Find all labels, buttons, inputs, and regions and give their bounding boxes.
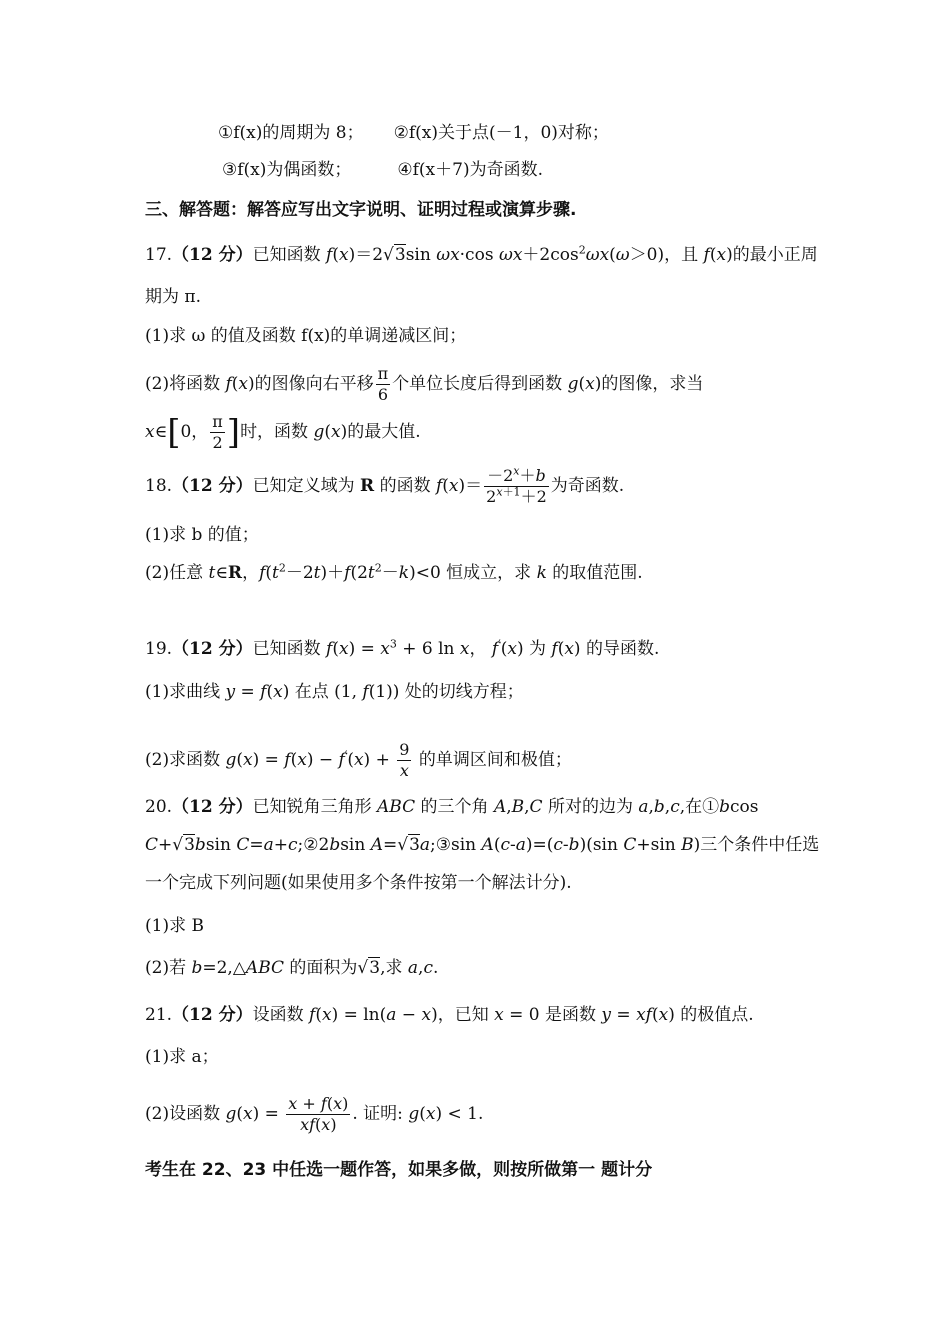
q19-part-2: (2)求函数 g(x) = f(x) − f′(x) + $\frac{9}{x}$ 的单调区间和极值； [145,740,572,780]
q20-part-1 [145,914,810,938]
option-row-2 [222,158,810,182]
footer-note: 考生在 22、23 中任选一题作答，如果多做，则按所做第一 题计分 [145,1160,653,1180]
q19-part-1: (1)求曲线 y = f(x) 在点 (1, f(1)) 处的切线方程； [145,682,524,702]
q21-line-1: 21.（12 分）设函数 f(x) = ln(a − x)，已知 x = 0 是函数 y = xf(x) 的极值点. [145,1005,754,1025]
fraction-9-x: $\frac{9}{x}$ [399,740,410,780]
fraction-pi-2: $\frac{\pi}{2}$ [212,412,223,452]
q18-points: （12 分） [172,476,253,496]
q19-line-1: 19.（12 分）已知函数 $f(x) = x^3 + 6$ ln x， f′(x) 为 f(x) 的导函数. [145,637,660,659]
q18-line-1: 18.（12 分）已知定义域为 R 的函数 f(x)＝ $\frac{-2^x+b}{2^{x+1}+2}$ 为奇函数. [145,464,625,506]
q17-line-2: 期为 π. [145,287,201,307]
q20-line-2: C+√3bsin C=a+c;②2bsin A=√3a;③sin A(c-a)=(c-b)(sin C+sin B)三个条件中任选 [145,835,820,855]
q21-part-1: (1)求 a； [145,1047,219,1067]
option-4: ④f(x＋7)为奇函数. [397,160,543,180]
q20-part-2: (2)若 b=2,△ABC 的面积为√3,求 a,c. [145,958,439,978]
q17-part-2-cont: x∈[0， $\frac{\pi}{2}$ ]时，函数 g(x)的最大值. [145,412,421,453]
q18-part-2: (2)任意 t∈R，$f(t^2-2t)+f(2t^2-k)<0$ 恒成立，求 k 的取值范围. [145,561,643,583]
q21-points: （12 分） [172,1005,253,1025]
q21-part-2: (2)设函数 g(x) = $\frac{x + f(x)}{xf(x)}$ . 证明: g(x) < 1. [145,1094,484,1134]
q17-number: 17. [145,245,173,265]
fraction-g21: $\frac{x + f(x)}{xf(x)}$ [288,1094,349,1134]
q18-number: 18. [145,476,173,496]
q17-part-1: (1)求 ω 的值及函数 f(x)的单调递减区间； [145,326,467,346]
section-heading: 三、解答题：解答应写出文字说明、证明过程或演算步骤. [145,200,577,220]
option-3: ③f(x)为偶函数； [222,160,352,180]
q20-points: （12 分） [172,797,253,817]
q20-part-1-text: (1)求 B [145,916,204,936]
q20-number: 20. [145,797,173,817]
fraction-pi-6: $\frac{\pi}{6}$ [377,364,389,404]
option-2: ②f(x)关于点(－1，0)对称； [393,123,609,143]
q18-part-1: (1)求 b 的值； [145,525,259,545]
q19-number: 19. [145,639,173,659]
q17-points: （12 分） [172,245,253,265]
fraction-f18: $\frac{-2^x+b}{2^{x+1}+2}$ [486,464,547,506]
option-row-1 [218,121,810,145]
option-1: ①f(x)的周期为 8； [218,123,364,143]
q20-line-1: 20.（12 分）已知锐角三角形 ABC 的三个角 A,B,C 所对的边为 a,b,c,在①bcos [145,797,759,817]
q20-line-3: 一个完成下列问题(如果使用多个条件按第一个解法计分). [145,873,572,893]
q19-points: （12 分） [172,639,253,659]
q17-part-2: (2)将函数 f(x)的图像向右平移 $\frac{\pi}{6}$ 个单位长度后得到函数 g(x)的图像，求当 [145,364,704,404]
q17-line-1: 17.（12 分）已知函数 f(x)＝2√3sin ωx·cos $\omega x+2\cos^2\omega x(\omega>0)$，且 f(x)的最小正周 [145,243,818,265]
q21-number: 21. [145,1005,173,1025]
